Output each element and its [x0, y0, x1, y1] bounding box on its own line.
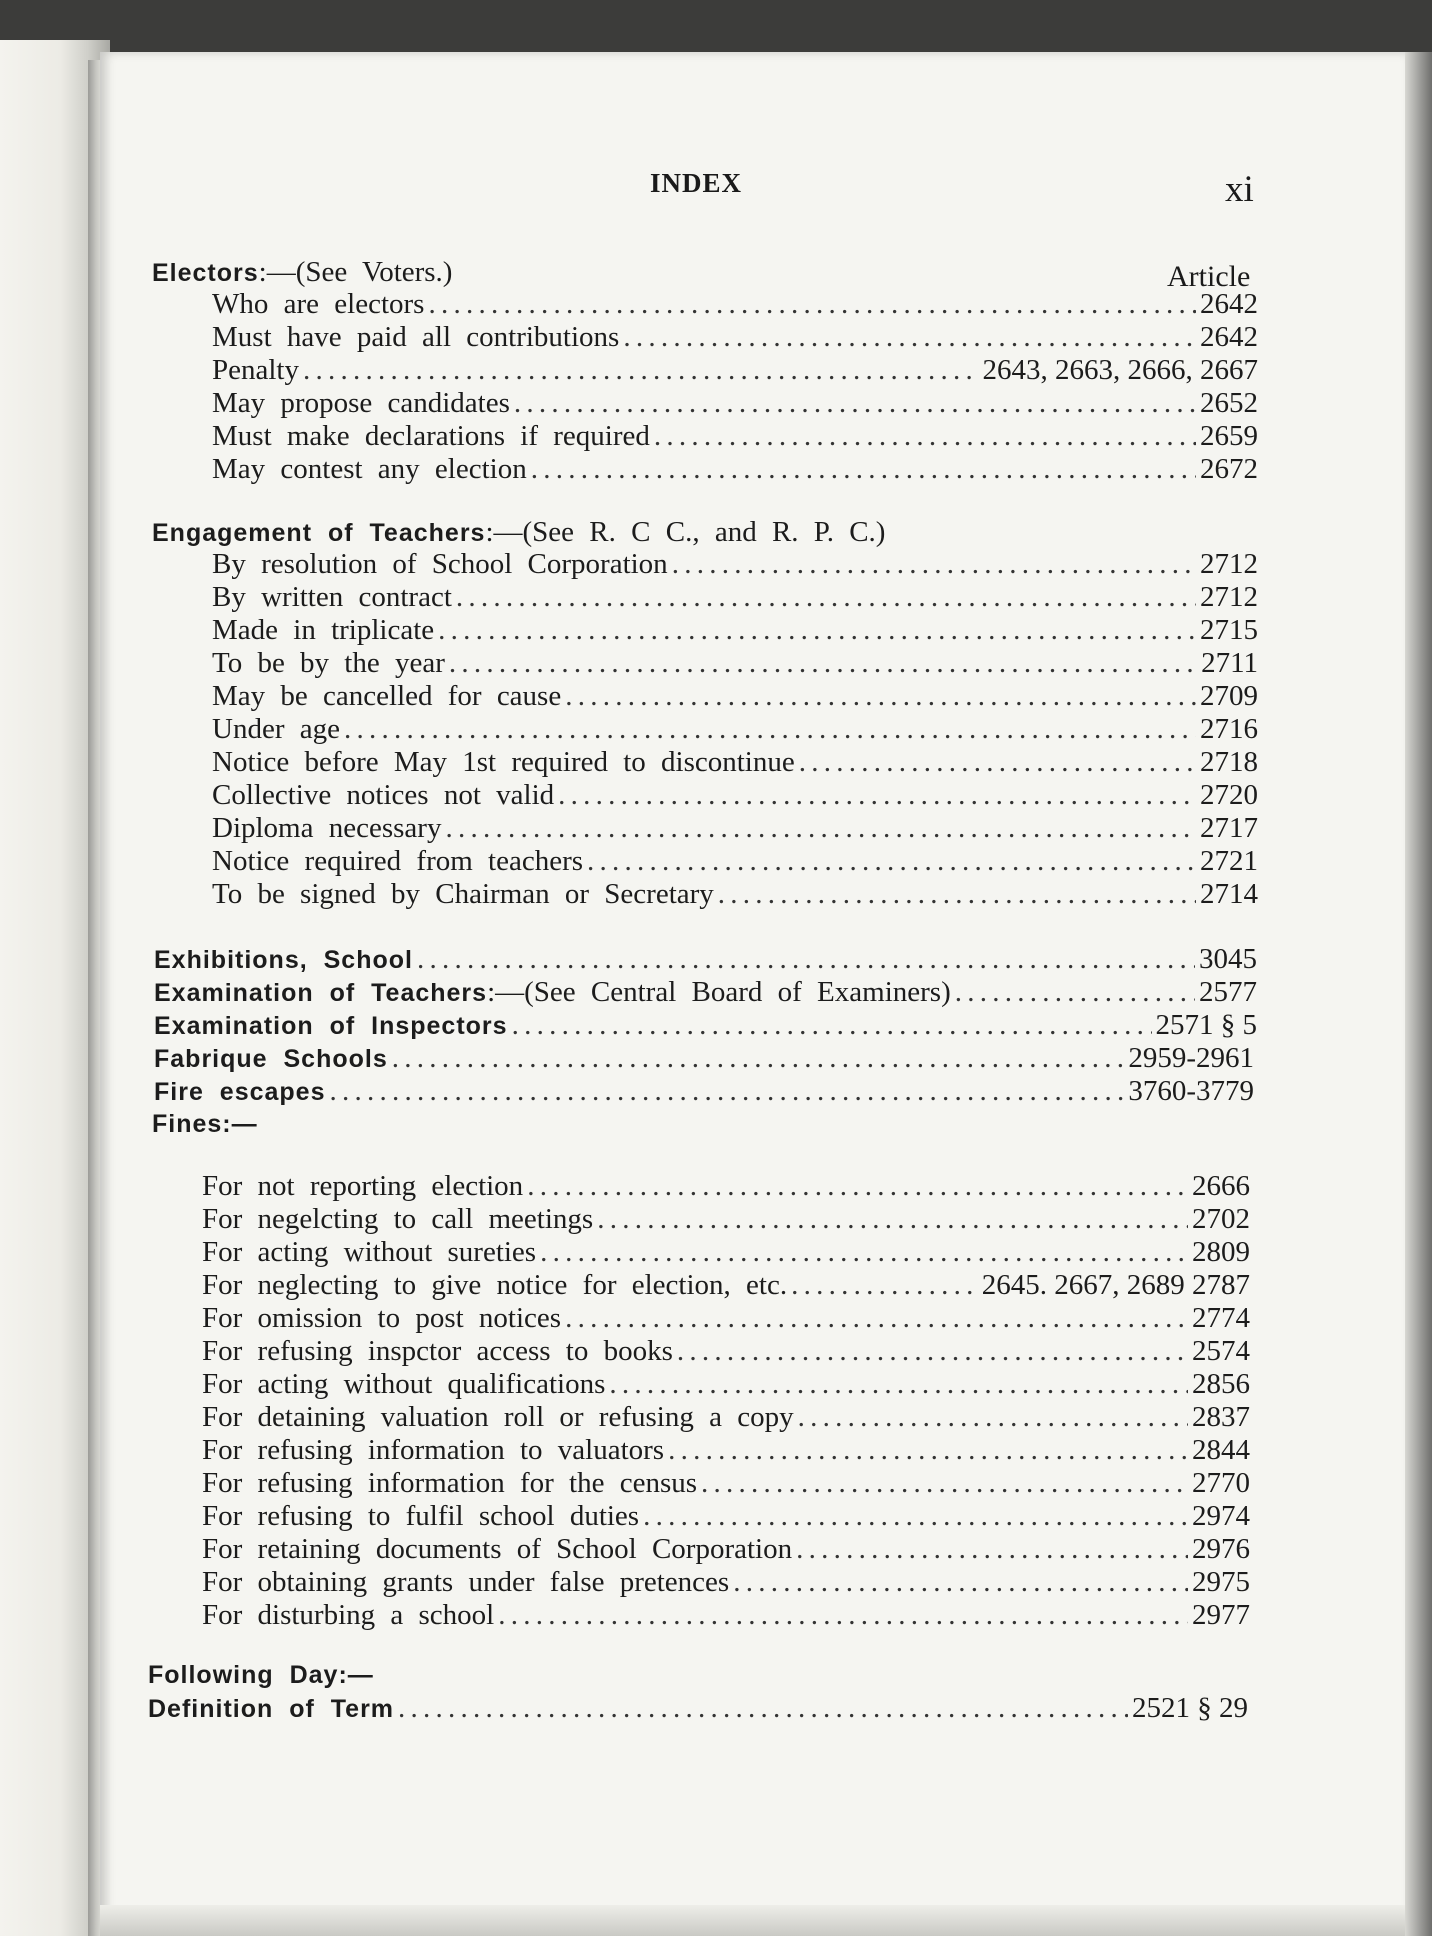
- index-entry: Who are electors . . . 2642: [212, 287, 1258, 321]
- index-heading-fabrique: Fabrique Schools . . . 2959-2961: [154, 1041, 1254, 1075]
- article-column-label: Article: [1167, 260, 1251, 293]
- index-entry: Diploma necessary . . . 2717: [212, 811, 1258, 845]
- index-entry: To be by the year . . . 2711: [212, 646, 1258, 680]
- index-entry: For refusing information for the census . . . 2770: [202, 1466, 1250, 1500]
- index-entry: Under age . . . 2716: [212, 712, 1258, 746]
- index-entry: For neglecting to give notice for election, etc. . . . 2645. 2667, 2689 2787: [202, 1268, 1250, 1302]
- index-entry: For retaining documents of School Corporation . . . 2976: [202, 1532, 1250, 1566]
- index-entry: Made in triplicate . . . 2715: [212, 613, 1258, 647]
- index-entry: For refusing inspctor access to books . . . 2574: [202, 1334, 1250, 1368]
- index-heading-fire-escapes: Fire escapes . . . 3760-3779: [154, 1074, 1254, 1108]
- index-entry: For not reporting election . . . 2666: [202, 1169, 1250, 1203]
- index-heading-following-day: Following Day:—: [148, 1661, 374, 1689]
- index-entry: By written contract . . . 2712: [212, 580, 1258, 614]
- page-header-title: INDEX: [650, 168, 743, 198]
- index-heading-electors: Electors:—(See Voters.): [152, 256, 453, 288]
- page-number: xi: [1225, 169, 1254, 210]
- index-entry: For disturbing a school . . . 2977: [202, 1598, 1250, 1632]
- index-entry: Must have paid all contributions . . . 2642: [212, 320, 1258, 354]
- index-entry: May be cancelled for cause . . . 2709: [212, 679, 1258, 713]
- index-entry: Collective notices not valid . . . 2720: [212, 778, 1258, 812]
- index-heading-engagement: Engagement of Teachers:—(See R. C C., and R. P. C.): [152, 516, 886, 548]
- page-bottom-shadow: [100, 1905, 1405, 1936]
- index-entry: For refusing information to valuators . . . 2844: [202, 1433, 1250, 1467]
- index-entry: May propose candidates . . . 2652: [212, 386, 1258, 420]
- index-entry: Must make declarations if required . . . 2659: [212, 419, 1258, 453]
- index-heading-fines: Fines:—: [152, 1110, 258, 1138]
- index-entry: Notice before May 1st required to discontinue . . . 2718: [212, 745, 1258, 779]
- scan-top-border: [0, 0, 1432, 60]
- index-entry: For obtaining grants under false pretences . . . 2975: [202, 1565, 1250, 1599]
- index-heading-exam-inspectors: Examination of Inspectors . . . 2571 § 5: [154, 1008, 1257, 1042]
- index-entry: To be signed by Chairman or Secretary . . . 2714: [212, 877, 1258, 911]
- index-entry: Penalty . . . 2643, 2663, 2666, 2667: [212, 353, 1258, 387]
- index-entry: For omission to post notices . . . 2774: [202, 1301, 1250, 1335]
- index-heading-definition: Definition of Term . . . 2521 § 29: [148, 1691, 1248, 1725]
- page-right-edge: [1405, 52, 1432, 1936]
- index-entry: May contest any election . . . 2672: [212, 452, 1258, 486]
- index-entry: By resolution of School Corporation . . . 2712: [212, 547, 1258, 581]
- index-heading-exam-teachers: Examination of Teachers:—(See Central Board of Examiners) . . . 2577: [154, 975, 1257, 1009]
- index-entry: For acting without sureties . . . 2809: [202, 1235, 1250, 1269]
- index-entry: For detaining valuation roll or refusing a copy . . . 2837: [202, 1400, 1250, 1434]
- index-heading-exhibitions: Exhibitions, School . . . 3045: [154, 942, 1257, 976]
- index-entry: Notice required from teachers . . . 2721: [212, 844, 1258, 878]
- index-entry: For acting without qualifications . . . 2856: [202, 1367, 1250, 1401]
- index-entry: For negelcting to call meetings . . . 2702: [202, 1202, 1250, 1236]
- index-entry: For refusing to fulfil school duties . . . 2974: [202, 1499, 1250, 1533]
